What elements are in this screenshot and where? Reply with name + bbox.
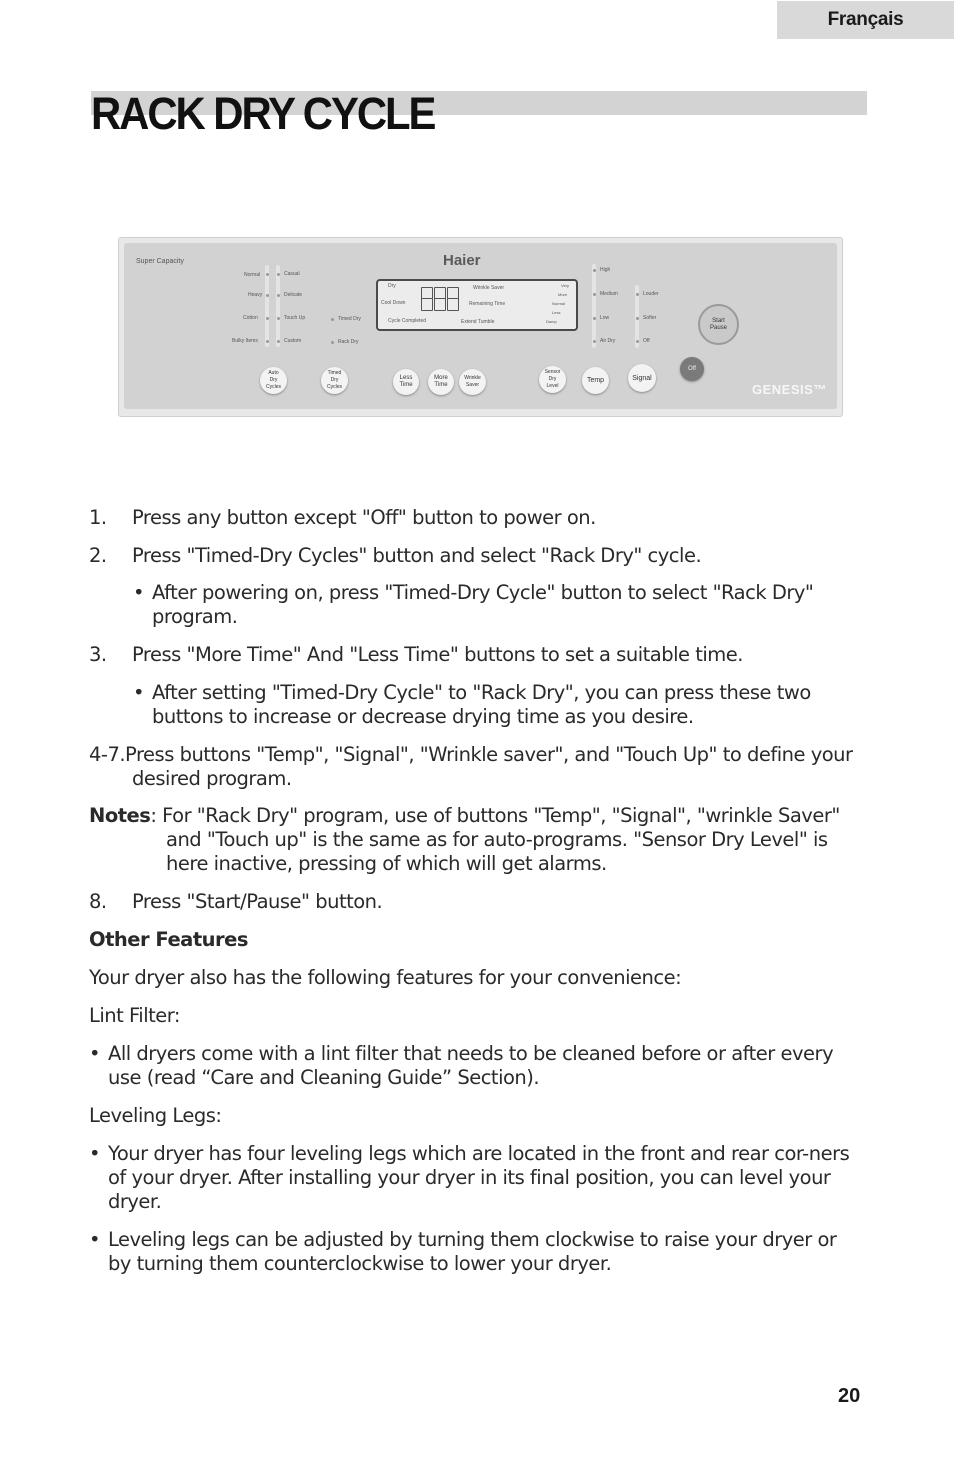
step-text: Press "Timed-Dry Cycles" button and select "Rack Dry" cycle. (132, 544, 702, 567)
button-label: Less (399, 375, 413, 381)
temp-track (592, 264, 596, 348)
leveling-legs-bullet-2 (89, 1228, 864, 1276)
bullet-text: After setting "Timed-Dry Cycle" to "Rack Dry", you can press these two buttons to increase or decrease drying time as you desire. (152, 681, 811, 728)
display-dry-label: Dry (388, 283, 396, 289)
indicator-dot (593, 293, 596, 296)
indicator-dot (266, 273, 269, 276)
display-remaining-time-label: Remaining Time (469, 301, 506, 307)
seven-segment-digit (447, 287, 459, 311)
indicator-dot (266, 317, 269, 320)
step-2-bullet (89, 581, 864, 629)
leveling-legs-bullet-1 (89, 1142, 864, 1214)
button-label: Dry (269, 377, 278, 383)
step-number: 1. (89, 506, 107, 529)
temp-button: Temp (582, 367, 609, 394)
super-capacity-label: Super Capacity (136, 258, 184, 265)
display-cool-down-label: Cool Down (381, 300, 406, 306)
step-text: Press "Start/Pause" button. (132, 890, 383, 913)
bullet-icon: • (89, 1142, 101, 1165)
bullet-icon: • (133, 581, 145, 604)
indicator-dot (593, 340, 596, 343)
indicator-dot (636, 317, 639, 320)
display-extend-tumble-label: Extend Tumble (461, 319, 495, 325)
lcd-display (376, 279, 578, 331)
indicator-dot (277, 317, 280, 320)
indicator-dot (593, 317, 596, 320)
indicator-dot (331, 341, 334, 344)
cycle-bulky-label: Bulky Items (232, 338, 258, 344)
leveling-legs-label: Leveling Legs: (89, 1104, 222, 1127)
button-label: Dry (330, 377, 339, 383)
step-3 (89, 643, 864, 667)
indicator-dot (277, 340, 280, 343)
bullet-text: Leveling legs can be adjusted by turning them clockwise to raise your dryer or by turning them counterclockwise to lower your dryer. (108, 1228, 837, 1275)
seven-segment-digit (421, 287, 433, 311)
bullet-text: All dryers come with a lint filter that needs to be cleaned before or after every use (read “Care and Cleaning Guide” Section). (108, 1042, 834, 1089)
timed-dry-cycles-button (321, 367, 348, 394)
button-label: Saver (465, 382, 480, 388)
auto-dry-cycles-button (260, 367, 287, 394)
language-tab: Français (777, 1, 954, 39)
step-4-7: 4-7.Press buttons "Temp", "Signal", "Wrinkle saver", and "Touch Up" to define your desired program. (89, 743, 853, 790)
cycle-touch-up-label: Touch Up (284, 315, 306, 321)
less-time-button (393, 369, 419, 395)
temp-low-label: Low (600, 315, 610, 321)
indicator-dot (266, 340, 269, 343)
notes-label: Notes (89, 804, 151, 827)
indicator-dot (593, 269, 596, 272)
display-level-less: Less (552, 310, 561, 315)
temp-air-dry-label: Air Dry (600, 338, 616, 344)
other-features-intro: Your dryer also has the following features for your convenience: (89, 966, 682, 989)
display-level-damp: Damp (546, 319, 557, 324)
display-level-normal: Normal (552, 301, 565, 306)
other-features-heading: Other Features (89, 928, 248, 951)
auto-cycle-track-left (265, 265, 269, 347)
step-text: Press any button except "Off" button to power on. (132, 506, 596, 529)
indicator-dot (636, 293, 639, 296)
bullet-icon: • (133, 681, 145, 704)
bullet-text: Your dryer has four leveling legs which are located in the front and rear cor-ners of your dryer. After installing your dryer in its final position, you can level your dryer. (108, 1142, 850, 1213)
display-wrinkle-saver-label: Wrinkle Saver (473, 285, 505, 291)
haier-logo: Haier (443, 252, 481, 269)
indicator-dot (331, 318, 334, 321)
button-label: Time (434, 382, 448, 388)
notes-paragraph (89, 804, 864, 876)
off-button: Off (680, 357, 704, 381)
cycle-cotton-label: Cotton (243, 315, 258, 321)
lint-filter-label: Lint Filter: (89, 1004, 181, 1027)
cycle-custom-label: Custom (284, 338, 302, 344)
step-number: 2. (89, 544, 107, 567)
bullet-text: After powering on, press "Timed-Dry Cycle" button to select "Rack Dry" program. (152, 581, 814, 628)
step-8 (89, 890, 864, 914)
indicator-dot (266, 294, 269, 297)
button-label: Wrinkle (464, 375, 481, 381)
cycle-normal-label: Normal (244, 272, 261, 278)
step-text: Press "More Time" And "Less Time" buttons to set a suitable time. (132, 643, 743, 666)
display-level-very: Very (561, 283, 570, 288)
instructions-body (89, 504, 864, 1276)
sensor-dry-level-button (539, 366, 566, 393)
display-level-more: More (558, 292, 568, 297)
cycle-delicate-label: Delicate (284, 292, 303, 298)
more-time-button (428, 369, 454, 395)
cycle-rack-dry-label: Rack Dry (338, 339, 359, 345)
bullet-icon: • (89, 1228, 101, 1251)
page-number: 20 (838, 1385, 861, 1407)
cycle-heavy-label: Heavy (248, 292, 263, 298)
signal-off-label: Off (643, 338, 650, 344)
cycle-timed-dry-label: Timed Dry (338, 316, 361, 322)
signal-button: Signal (628, 364, 656, 392)
indicator-dot (277, 294, 280, 297)
button-label: Start (712, 317, 725, 324)
button-label: Pause (709, 324, 727, 331)
start-pause-button (698, 304, 739, 345)
button-label: Timed (327, 370, 342, 376)
button-label: Cycles (265, 384, 281, 390)
seven-segment-digit (434, 287, 446, 311)
notes-text: : For "Rack Dry" program, use of buttons "Temp", "Signal", "wrinkle Saver" and "Touch up" is the same as for auto-programs. "Sensor Dry Level" is here inactive, pressing of which will get alarms. (150, 804, 840, 875)
button-label: Time (399, 382, 413, 388)
temp-high-label: High (600, 267, 611, 273)
step-2 (89, 544, 864, 568)
auto-cycle-track-right (276, 265, 280, 347)
page-title: RACK DRY CYCLE (91, 88, 435, 139)
genesis-logo: GENESIS™ (752, 382, 827, 397)
signal-softer-label: Softer (643, 315, 657, 321)
display-cycle-completed-label: Cycle Completed (388, 318, 427, 324)
lint-filter-bullet (89, 1042, 864, 1090)
bullet-icon: • (89, 1042, 101, 1065)
button-label: Level (546, 383, 559, 389)
indicator-dot (636, 340, 639, 343)
indicator-dot (277, 273, 280, 276)
button-label: Cycles (326, 384, 342, 390)
step-1 (89, 506, 864, 530)
step-3-bullet (89, 681, 864, 729)
cycle-casual-label: Casual (284, 271, 300, 277)
button-label: Dry (548, 376, 557, 382)
wrinkle-saver-button (459, 369, 486, 395)
button-label: Auto (268, 370, 279, 376)
step-number: 3. (89, 643, 107, 666)
step-number: 8. (89, 890, 107, 913)
button-label: More (434, 375, 448, 381)
temp-medium-label: Medium (600, 291, 618, 297)
button-label: Sensor (544, 369, 561, 375)
signal-louder-label: Louder (643, 291, 659, 297)
